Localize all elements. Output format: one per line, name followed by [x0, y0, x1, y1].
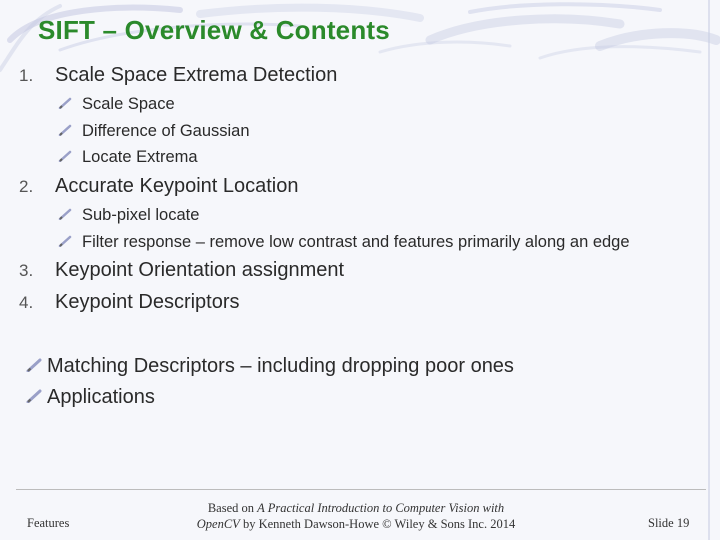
bullet-item: [26, 386, 155, 409]
footer-divider: [16, 489, 706, 490]
numbered-item-1: [19, 64, 337, 87]
subitem-text: Sub-pixel locate: [82, 206, 200, 224]
subitem: [58, 148, 198, 167]
bullet-item: [26, 355, 514, 378]
citation-author: by Kenneth Dawson-Howe © Wiley & Sons Inc. 2014: [239, 517, 516, 531]
numbered-item-3: [19, 259, 344, 282]
item-text: Accurate Keypoint Location: [55, 175, 299, 197]
pencil-bullet-icon: [26, 355, 47, 378]
subitem: [58, 122, 250, 141]
item-number: 3.: [19, 261, 34, 280]
subitem: [58, 233, 630, 252]
numbered-item-2: [19, 175, 299, 198]
subitem: [58, 206, 199, 225]
pencil-bullet-icon: [58, 206, 82, 225]
footer-section-label: Features: [27, 516, 70, 530]
item-text: Keypoint Orientation assignment: [55, 259, 345, 281]
citation-book-title-cont: OpenCV: [196, 517, 240, 531]
citation-book-title: A Practical Introduction to Computer Vision with: [257, 501, 505, 515]
subitem-text: Difference of Gaussian: [82, 122, 250, 140]
item-text: Scale Space Extrema Detection: [55, 64, 338, 86]
slide-number: Slide 19: [648, 516, 690, 530]
pencil-bullet-icon: [26, 386, 47, 409]
subitem-text: Locate Extrema: [82, 148, 198, 166]
subitem: [58, 95, 175, 114]
numbered-item-4: [19, 291, 240, 314]
pencil-bullet-icon: [58, 148, 82, 167]
item-text: Keypoint Descriptors: [55, 291, 240, 313]
item-number: 4.: [19, 293, 34, 312]
pencil-bullet-icon: [58, 95, 82, 114]
citation-prefix: Based on: [207, 501, 258, 515]
item-number: 2.: [19, 177, 34, 196]
slide-title: SIFT – Overview & Contents: [38, 15, 390, 45]
footer-citation: [150, 500, 562, 532]
pencil-bullet-icon: [58, 233, 82, 252]
bullet-text: Applications: [47, 386, 155, 408]
bullet-text: Matching Descriptors – including dropping poor ones: [47, 355, 514, 377]
subitem-text: Filter response – remove low contrast and features primarily along an edge: [82, 233, 630, 251]
item-number: 1.: [19, 66, 34, 85]
pencil-bullet-icon: [58, 122, 82, 141]
right-edge-line: [708, 0, 710, 540]
subitem-text: Scale Space: [82, 95, 175, 113]
